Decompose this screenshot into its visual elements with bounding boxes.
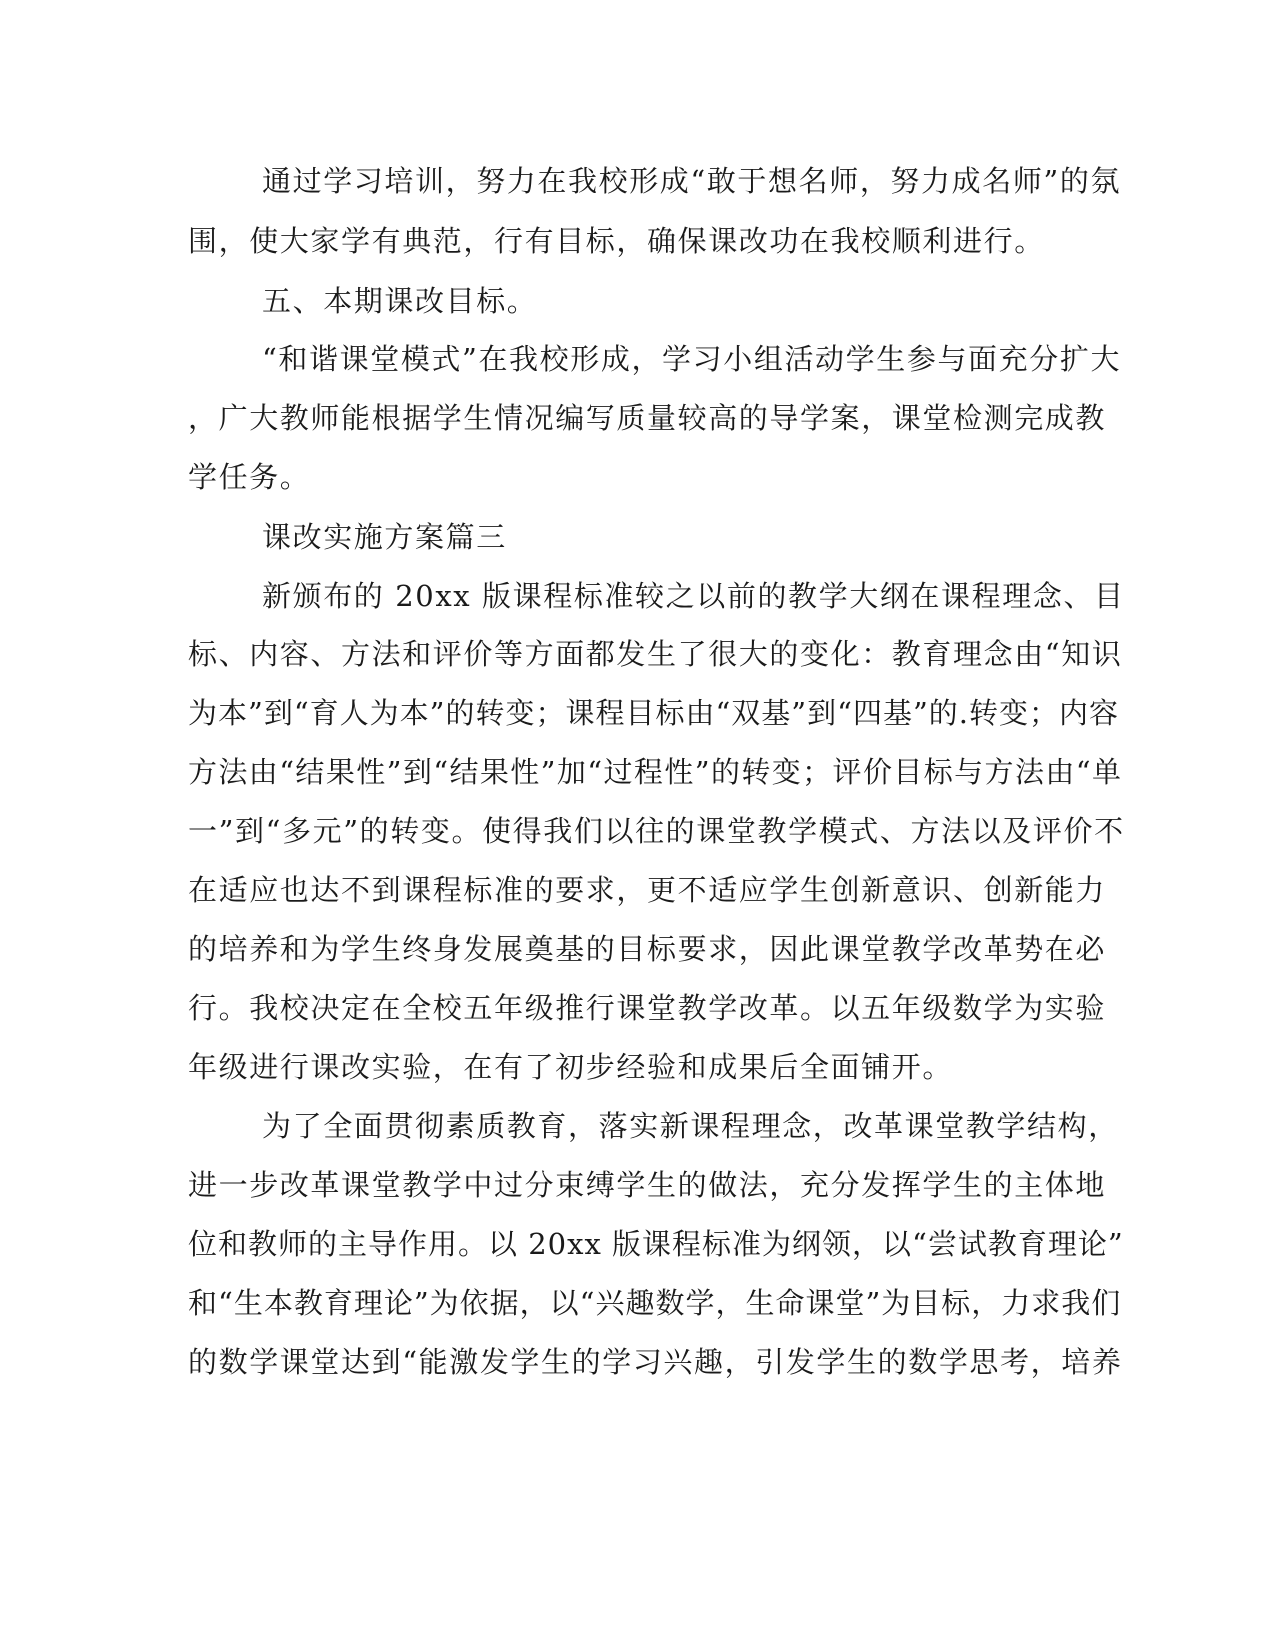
paragraph-line: 的培养和为学生终身发展奠基的目标要求，因此课堂教学改革势在必	[188, 932, 1107, 966]
paragraph-line: 位和教师的主导作用。以 20xx 版课程标准为纲领，以“尝试教育理论”	[188, 1227, 1124, 1261]
paragraph-line: 行。我校决定在全校五年级推行课堂教学改革。以五年级数学为实验	[188, 991, 1107, 1025]
paragraph-line: 通过学习培训，努力在我校形成“敢于想名师，努力成名师”的氛	[262, 164, 1122, 198]
paragraph-line: 新颁布的 20xx 版课程标准较之以前的教学大纲在课程理念、目	[262, 579, 1125, 613]
section-heading: 五、本期课改目标。	[262, 284, 538, 318]
paragraph-line: 学任务。	[188, 460, 311, 494]
paragraph-line: “和谐课堂模式”在我校形成，学习小组活动学生参与面充分扩大	[262, 342, 1122, 376]
paragraph-line: 为本”到“育人为本”的转变；课程目标由“双基”到“四基”的.转变；内容	[188, 696, 1119, 730]
paragraph-line: 一”到“多元”的转变。使得我们以往的课堂教学模式、方法以及评价不	[188, 814, 1125, 848]
paragraph-line: 为了全面贯彻素质教育，落实新课程理念，改革课堂教学结构，	[262, 1109, 1119, 1143]
paragraph-line: 年级进行课改实验，在有了初步经验和成果后全面铺开。	[188, 1050, 954, 1084]
paragraph-line: 进一步改革课堂教学中过分束缚学生的做法，充分发挥学生的主体地	[188, 1168, 1107, 1202]
paragraph-line: ，广大教师能根据学生情况编写质量较高的导学案，课堂检测完成教	[188, 401, 1107, 435]
paragraph-line: 方法由“结果性”到“结果性”加“过程性”的转变；评价目标与方法由“单	[188, 755, 1123, 789]
paragraph-line: 围，使大家学有典范，行有目标，确保课改功在我校顺利进行。	[188, 224, 1045, 258]
paragraph-line: 标、内容、方法和评价等方面都发生了很大的变化：教育理念由“知识	[188, 637, 1123, 671]
section-heading: 课改实施方案篇三	[262, 520, 507, 554]
paragraph-line: 在适应也达不到课程标准的要求，更不适应学生创新意识、创新能力	[188, 873, 1107, 907]
paragraph-line: 的数学课堂达到“能激发学生的学习兴趣，引发学生的数学思考，培养	[188, 1345, 1123, 1379]
paragraph-line: 和“生本教育理论”为依据，以“兴趣数学，生命课堂”为目标，力求我们	[188, 1286, 1122, 1320]
